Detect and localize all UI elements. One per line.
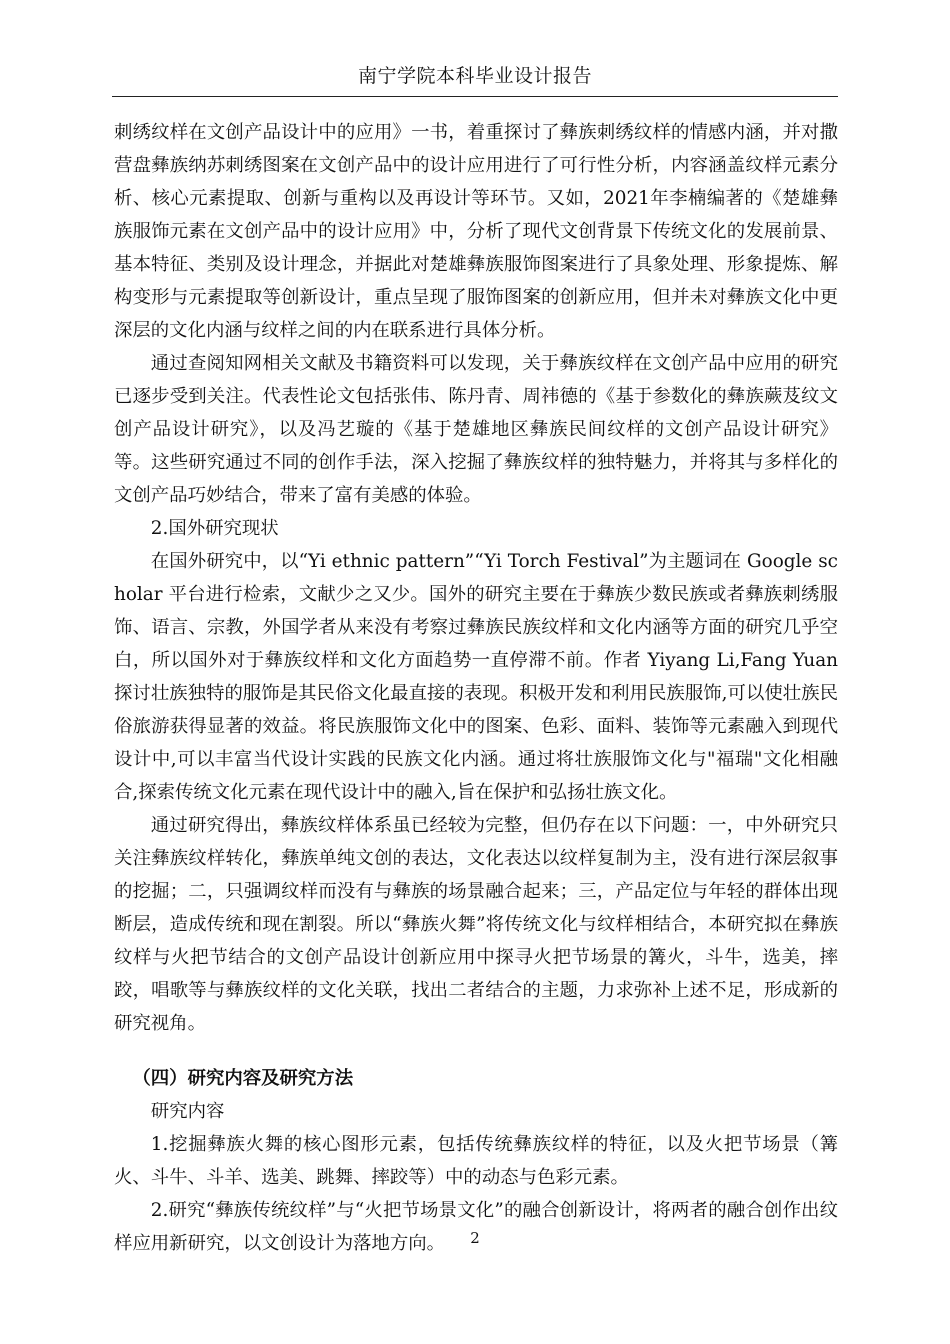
header-divider xyxy=(112,96,838,97)
paragraph-domestic-literature: 通过查阅知网相关文献及书籍资料可以发现，关于彝族纹样在文创产品中应用的研究已逐步受到关注。代表性论文包括张伟、陈丹青、周祎德的《基于参数化的彝族蕨芨纹文创产品设计研究》，以及冯艺璇的《基于楚雄地区彝族民间纹样的文创产品设计研究》等。这些研究通过不同的创作手法，深入挖掘了彝族纹样的独特魅力，并将其与多样化的文创产品巧妙结合，带来了富有美感的体验。 xyxy=(114,353,838,506)
list-item-2: 2.研究“彝族传统纹样”与“火把节场景文化”的融合创新设计，将两者的融合创作出纹样应用新研究，以文创设计为落地方向。 xyxy=(114,1200,838,1254)
page-header-title: 南宁学院本科毕业设计报告 xyxy=(357,65,592,87)
subheading-research-content: 研究内容 xyxy=(150,1101,225,1122)
paragraph-foreign-research: 在国外研究中，以“Yi ethnic pattern”“Yi Torch Festival”为主题词在 Google scholar 平台进行检索，文献少之又少。国外的研究主要在于彝族少数民族或者彝族刺绣服饰、语言、宗教，外国学者从来没有考察过彝族民族纹样和文化内涵等方面的研究几乎空白，所以国外对于彝族纹样和文化方面趋势一直停滞不前。作者 Yiyang Li,Fang Yuan 探讨壮族独特的服饰是其民俗文化最直接的表现。积极开发和利用民族服饰,可以使壮族民俗旅游获得显著的效益。将民族服饰文化中的图案、色彩、面料、装饰等元素融入到现代设计中,可以丰富当代设计实践的民族文化内涵。通过将壮族服饰文化与"福瑞"文化相融合,探索传统文化元素在现代设计中的融入,旨在保护和弘扬壮族文化。 xyxy=(114,551,838,803)
document-body xyxy=(114,116,838,1260)
paragraph-research-conclusion: 通过研究得出，彝族纹样体系虽已经较为完整，但仍存在以下问题：一，中外研究只关注彝族纹样转化，彝族单纯文创的表达，文化表达以纹样复制为主，没有进行深层叙事的挖掘；二，只强调纹样而没有与彝族的场景融合起来；三，产品定位与年轻的群体出现断层，造成传统和现在割裂。所以“彝族火舞”将传统文化与纹样相结合，本研究拟在彝族纹样与火把节结合的文创产品设计创新应用中探寻火把节场景的篝火，斗牛，选美，摔跤，唱歌等与彝族纹样的文化关联，找出二者结合的主题，力求弥补上述不足，形成新的研究视角。 xyxy=(114,815,838,1034)
page-number: 2 xyxy=(470,1229,480,1247)
list-item-1: 1.挖掘彝族火舞的核心图形元素，包括传统彝族纹样的特征，以及火把节场景（篝火、斗牛、斗羊、选美、跳舞、摔跤等）中的动态与色彩元素。 xyxy=(114,1134,838,1188)
section-heading-research-content-methods: （四）研究内容及研究方法 xyxy=(132,1068,354,1089)
paragraph-continuation: 刺绣纹样在文创产品设计中的应用》一书，着重探讨了彝族刺绣纹样的情感内涵，并对撒营盘彝族纳苏刺绣图案在文创产品中的设计应用进行了可行性分析，内容涵盖纹样元素分析、核心元素提取、创新与重构以及再设计等环节。又如，2021年李楠编著的《楚雄彝族服饰元素在文创产品中的设计应用》中，分析了现代文创背景下传统文化的发展前景、基本特征、类别及设计理念，并据此对楚雄彝族服饰图案进行了具象处理、形象提炼、解构变形与元素提取等创新设计，重点呈现了服饰图案的创新应用，但并未对彝族文化中更深层的文化内涵与纹样之间的内在联系进行具体分析。 xyxy=(114,122,838,341)
subheading-foreign-research: 2.国外研究现状 xyxy=(150,518,279,539)
